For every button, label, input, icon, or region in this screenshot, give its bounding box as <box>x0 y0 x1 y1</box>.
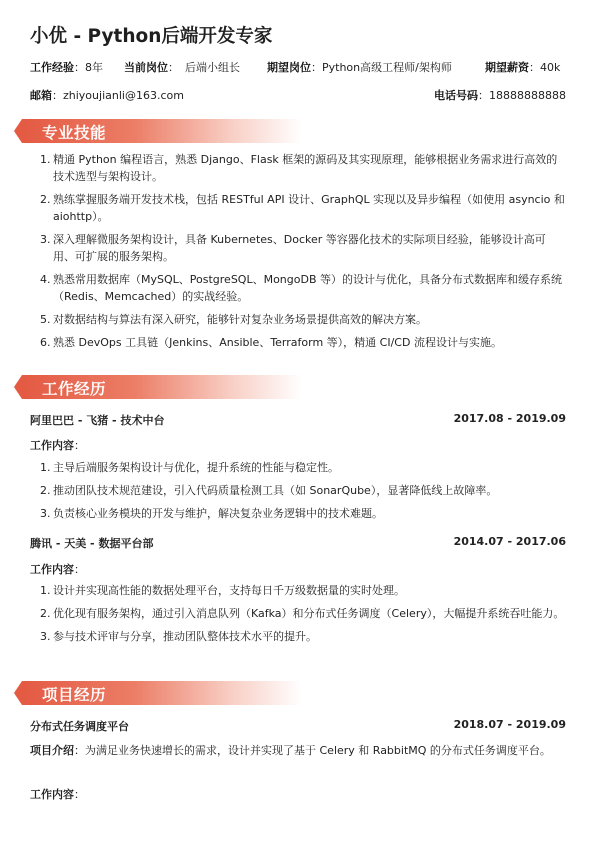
job-items-list <box>30 459 566 528</box>
job-header <box>30 535 566 551</box>
section-marker-icon <box>14 375 22 399</box>
list-item: 1. 主导后端服务架构设计与优化，提升系统的性能与稳定性。 <box>40 461 339 474</box>
job-date: 2017.08 - 2019.09 <box>453 412 566 425</box>
section-header-work <box>22 375 302 399</box>
section-header-skills <box>22 119 302 143</box>
section-marker-icon <box>14 681 22 705</box>
section-title: 专业技能 <box>42 124 107 142</box>
job-date: 2014.07 - 2017.06 <box>453 535 566 548</box>
job-company: 阿里巴巴 - 飞猪 - 技术中台 <box>30 414 165 427</box>
expected-salary: 期望薪资：40k <box>485 61 561 74</box>
list-item: 2. 熟练掌握服务端开发技术栈，包括 RESTful API 设计、GraphQL 实现以及异步编程（如使用 asyncio 和 aiohttp）。 <box>40 193 565 223</box>
project-date: 2018.07 - 2019.09 <box>453 718 566 731</box>
resume-title: 小优 - Python后端开发专家 <box>30 26 273 47</box>
section-title: 项目经历 <box>42 686 107 704</box>
phone: 电话号码：18888888888 <box>434 89 566 102</box>
list-item: 4. 熟悉常用数据库（MySQL、PostgreSQL、MongoDB 等）的设计与优化，具备分布式数据库和缓存系统（Redis、Memcached）的实战经验。 <box>40 273 562 303</box>
job-header <box>30 412 566 428</box>
job-items-list <box>30 582 566 651</box>
contact-row <box>30 87 566 103</box>
job-content-label: 工作内容： <box>30 563 85 576</box>
current-position: 当前岗位： 后端小组长 <box>124 61 240 74</box>
section-header-projects <box>22 681 302 705</box>
list-item: 3. 深入理解微服务架构设计，具备 Kubernetes、Docker 等容器化技术的实际项目经验，能够设计高可用、可扩展的服务架构。 <box>40 233 546 263</box>
list-item: 3. 参与技术评审与分享，推动团队整体技术水平的提升。 <box>40 630 317 643</box>
list-item: 1. 设计并实现高性能的数据处理平台，支持每日千万级数据量的实时处理。 <box>40 584 405 597</box>
job-content-label: 工作内容： <box>30 439 85 452</box>
section-title: 工作经历 <box>42 380 107 398</box>
section-marker-icon <box>14 119 22 143</box>
list-item: 3. 负责核心业务模块的开发与维护，解决复杂业务逻辑中的技术难题。 <box>40 507 383 520</box>
expected-position: 期望岗位：Python高级工程师/架构师 <box>267 61 452 74</box>
project-intro: 项目介绍：为满足业务快速增长的需求，设计并实现了基于 Celery 和 RabbitMQ 的分布式任务调度平台。 <box>30 744 551 757</box>
basic-info-row <box>30 59 566 75</box>
list-item: 2. 优化现有服务架构，通过引入消息队列（Kafka）和分布式任务调度（Celery），大幅提升系统吞吐能力。 <box>40 607 565 620</box>
project-name: 分布式任务调度平台 <box>30 720 129 733</box>
list-item: 5. 对数据结构与算法有深入研究，能够针对复杂业务场景提供高效的解决方案。 <box>40 313 427 326</box>
list-item: 2. 推动团队技术规范建设，引入代码质量检测工具（如 SonarQube），显著降低线上故障率。 <box>40 484 498 497</box>
list-item: 1. 精通 Python 编程语言，熟悉 Django、Flask 框架的源码及其实现原理，能够根据业务需求进行高效的技术选型与架构设计。 <box>40 153 558 183</box>
email: 邮箱：zhiyoujianli@163.com <box>30 89 184 102</box>
work-years: 工作经验：8年 <box>30 61 103 74</box>
project-header <box>30 718 566 734</box>
job-company: 腾讯 - 天美 - 数据平台部 <box>30 537 154 550</box>
project-content-label: 工作内容： <box>30 788 85 801</box>
email-link[interactable]: zhiyoujianli@163.com <box>63 89 184 102</box>
skills-list <box>30 151 566 357</box>
list-item: 6. 熟悉 DevOps 工具链（Jenkins、Ansible、Terraform 等），精通 CI/CD 流程设计与实施。 <box>40 336 502 349</box>
